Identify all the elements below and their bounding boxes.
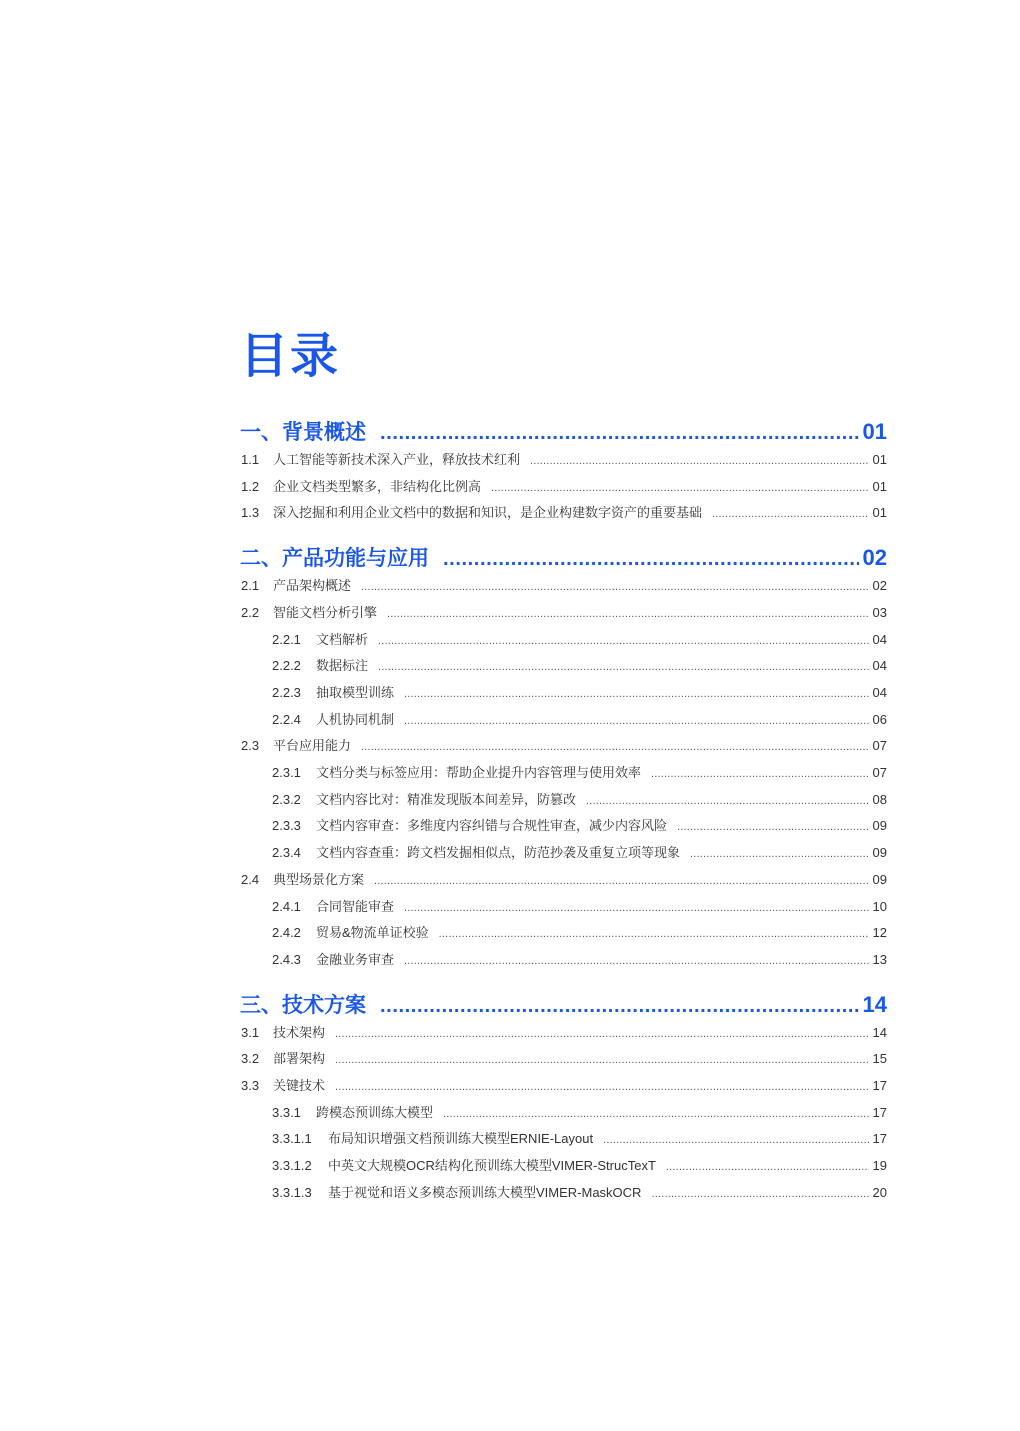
- toc-page-number: 02: [872, 578, 887, 594]
- toc-entry-label: 文档内容比对：精准发现版本间差异，防篡改: [316, 791, 577, 807]
- toc-page-number: 06: [872, 711, 887, 727]
- toc-entry-number: 2.4.3: [272, 951, 301, 967]
- dot-leader: [361, 576, 869, 597]
- toc-page-number: 14: [862, 991, 887, 1017]
- dot-leader: [651, 763, 869, 784]
- toc-entry-number: 2.2.3: [272, 684, 301, 700]
- toc-page-number: 04: [872, 631, 887, 647]
- toc-entry-number: 2.2.4: [272, 711, 301, 727]
- toc-entry-number: 3.3.1.3: [272, 1184, 312, 1200]
- toc-entry-number: 3.2: [241, 1051, 260, 1067]
- toc-entry[interactable]: [241, 449, 887, 471]
- toc-page-number: 03: [872, 604, 887, 620]
- toc-entry-label: 金融业务审查: [316, 951, 395, 967]
- dot-leader: [378, 630, 869, 651]
- toc-page-number: 07: [872, 765, 887, 780]
- dot-leader: [530, 450, 869, 471]
- toc-entry-label: 文档内容审查：多维度内容纠错与合规性审查，减少内容风险: [316, 818, 668, 834]
- toc-entry-number: 2.3.1: [272, 765, 301, 780]
- toc-page-number: 17: [872, 1104, 887, 1120]
- toc-entry[interactable]: [272, 655, 887, 677]
- toc-entry-label: 产品架构概述: [273, 578, 352, 594]
- toc-page-number: 04: [872, 684, 887, 700]
- toc-entry-label: 中英文大规模OCR结构化预训练大模型VIMER-StrucTexT: [328, 1158, 656, 1174]
- dot-leader: [387, 603, 869, 624]
- toc-page-number: 12: [872, 925, 887, 941]
- toc-entry-label: 智能文档分析引擎: [273, 604, 378, 620]
- toc-page-number: 01: [862, 419, 887, 444]
- toc-entry[interactable]: [272, 762, 887, 784]
- toc-entry-label: 人机协同机制: [316, 711, 395, 727]
- toc-entry[interactable]: [272, 1182, 887, 1204]
- toc-entry-label: 人工智能等新技术深入产业，释放技术红利: [273, 452, 521, 467]
- toc-page-number: 20: [872, 1184, 887, 1200]
- toc-page-number: 10: [872, 898, 887, 914]
- toc-entry-number: 2.3: [241, 738, 260, 754]
- toc-entry-label: 文档内容查重：跨文档发掘相似点，防范抄袭及重复立项等现象: [316, 845, 681, 861]
- dot-leader: [404, 710, 869, 731]
- dot-leader: [690, 843, 869, 864]
- dot-leader: [586, 790, 869, 811]
- toc-entry-label: 典型场景化方案: [273, 871, 365, 887]
- toc-entry-label: 布局知识增强文档预训练大模型ERNIE-Layout: [328, 1131, 594, 1147]
- toc-entry[interactable]: [272, 949, 887, 971]
- toc-entry-label: 文档分类与标签应用：帮助企业提升内容管理与使用效率: [316, 765, 642, 780]
- toc-page-number: 01: [872, 505, 887, 521]
- dot-leader: [666, 1156, 869, 1177]
- toc-entry-label: 部署架构: [273, 1051, 326, 1067]
- toc-entry[interactable]: [272, 1128, 887, 1150]
- toc-entry-label: 抽取模型训练: [316, 684, 395, 700]
- toc-page-number: 07: [872, 738, 887, 754]
- toc-entry-label: 深入挖掘和利用企业文档中的数据和知识，是企业构建数字资产的重要基础: [273, 505, 703, 521]
- toc-entry-label: 一、背景概述: [240, 421, 366, 444]
- toc-entry[interactable]: [241, 735, 887, 757]
- toc-entry-label: 跨模态预训练大模型: [316, 1104, 434, 1120]
- toc-page-number: 08: [872, 791, 887, 807]
- dot-leader: [378, 656, 869, 677]
- toc-entry-number: 2.4.2: [272, 925, 301, 941]
- toc-entry-number: 2.3.3: [272, 818, 301, 834]
- dot-leader: [335, 1023, 869, 1044]
- toc-entry[interactable]: [272, 1155, 887, 1177]
- toc-entry[interactable]: [241, 1048, 887, 1070]
- toc-page-number: 17: [872, 1078, 887, 1093]
- dot-leader: [443, 542, 859, 575]
- toc-entry-label: 企业文档类型繁多，非结构化比例高: [273, 478, 482, 494]
- toc-entry-number: 2.1: [241, 578, 260, 594]
- toc-entry-label: 数据标注: [316, 658, 369, 674]
- toc-entry-label: 贸易&物流单证校验: [316, 925, 429, 941]
- toc-entry-label: 文档解析: [316, 631, 369, 647]
- toc-entry-number: 2.3.4: [272, 845, 301, 861]
- dot-leader: [677, 816, 869, 837]
- toc-page-number: 13: [872, 951, 887, 967]
- toc-entry-label: 三、技术方案: [240, 993, 366, 1017]
- toc-entry-label: 合同智能审查: [316, 898, 395, 914]
- toc-entry[interactable]: [272, 922, 887, 944]
- toc-page-number: 09: [872, 845, 887, 861]
- dot-leader: [712, 503, 869, 524]
- toc-entry-number: 3.3.1.2: [272, 1158, 312, 1174]
- toc-page-number: 15: [872, 1051, 887, 1067]
- toc-entry-number: 1.3: [241, 505, 260, 521]
- toc-page-number: 09: [872, 818, 887, 834]
- toc-entry[interactable]: [272, 629, 887, 651]
- dot-leader: [443, 1103, 869, 1124]
- dot-leader: [491, 477, 869, 498]
- toc-page-number: 14: [872, 1024, 887, 1040]
- toc-section-heading[interactable]: [240, 415, 887, 449]
- toc-entry-number: 3.1: [241, 1024, 260, 1040]
- dot-leader: [404, 683, 869, 704]
- toc-entry-number: 2.2: [241, 604, 260, 620]
- toc-entry-number: 1.1: [241, 452, 260, 467]
- dot-leader: [651, 1183, 868, 1204]
- toc-entry[interactable]: [272, 789, 887, 811]
- toc-entry[interactable]: [241, 502, 887, 524]
- toc-entry[interactable]: [241, 602, 887, 624]
- toc-entry-number: 3.3: [241, 1078, 260, 1093]
- dot-leader: [380, 416, 859, 449]
- toc-entry-label: 基于视觉和语义多模态预训练大模型VIMER-MaskOCR: [328, 1184, 642, 1200]
- dot-leader: [335, 1049, 869, 1070]
- dot-leader: [380, 989, 859, 1022]
- toc-entry[interactable]: [241, 869, 887, 891]
- toc-page-number: 01: [872, 452, 887, 467]
- dot-leader: [361, 736, 869, 757]
- dot-leader: [603, 1129, 868, 1150]
- toc-page-number: 09: [872, 871, 887, 887]
- toc-entry-label: 关键技术: [273, 1078, 326, 1093]
- toc-entry-number: 2.2.2: [272, 658, 301, 674]
- toc-entry-number: 2.3.2: [272, 791, 301, 807]
- toc-entry-number: 1.2: [241, 478, 260, 494]
- toc-entry-label: 平台应用能力: [273, 738, 352, 754]
- toc-entry-label: 技术架构: [273, 1024, 326, 1040]
- toc-page-number: 02: [862, 545, 887, 571]
- toc-entry[interactable]: [272, 815, 887, 837]
- toc-section-heading[interactable]: [240, 988, 887, 1022]
- dot-leader: [374, 870, 869, 891]
- toc-page-number: 17: [872, 1131, 887, 1147]
- toc-entry[interactable]: [241, 476, 887, 498]
- dot-leader: [404, 950, 869, 971]
- toc-entry[interactable]: [272, 682, 887, 704]
- toc-page-number: 19: [872, 1158, 887, 1174]
- toc-entry-number: 2.4.1: [272, 898, 301, 914]
- toc-entry[interactable]: [272, 896, 887, 918]
- toc-page-number: 04: [872, 658, 887, 674]
- toc-page-number: 01: [872, 478, 887, 494]
- page-title: 目录: [240, 328, 341, 384]
- toc-entry-number: 2.2.1: [272, 631, 301, 647]
- dot-leader: [404, 897, 869, 918]
- toc-entry[interactable]: [272, 842, 887, 864]
- toc-entry[interactable]: [241, 1075, 887, 1097]
- toc-entry[interactable]: [241, 575, 887, 597]
- toc-entry[interactable]: [272, 709, 887, 731]
- toc-entry-number: 2.4: [241, 871, 260, 887]
- toc-entry-label: 二、产品功能与应用: [240, 547, 429, 571]
- toc-entry-number: 3.3.1.1: [272, 1131, 312, 1147]
- toc-entry[interactable]: [241, 1022, 887, 1044]
- toc-entry[interactable]: [272, 1102, 887, 1124]
- dot-leader: [335, 1076, 869, 1097]
- toc-entry-number: 3.3.1: [272, 1104, 301, 1120]
- dot-leader: [439, 923, 869, 944]
- toc-section-heading[interactable]: [240, 541, 887, 575]
